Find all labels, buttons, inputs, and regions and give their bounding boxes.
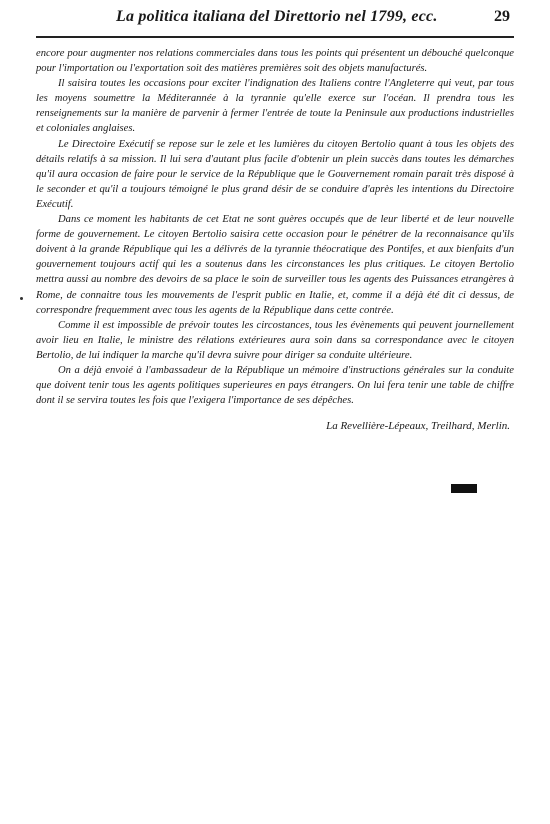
page-number: 29 bbox=[494, 8, 510, 25]
paragraph-6: On a déjà envoié à l'ambassadeur de la République un mémoire d'instructions générales sur la conduite que doivent tenir tous les agents politiques superieures en pays étrangers. On lui fera tenir une table de chiffre dont il se servira toutes les fois que l'exigera l'importance de ses dépêches. bbox=[36, 364, 514, 407]
ink-blot-mark bbox=[451, 484, 477, 493]
running-header bbox=[36, 8, 514, 34]
paragraph-5: Comme il est impossible de prévoir toutes les circostances, tous les évènements qui peuvent journellement avoir lieu en Italie, le ministre des rélations extérieures aura soin dans sa correspondance avec le citoyen Bertolio, de lui indiquer la marche qu'il devra suivre pour diriger sa conduite ultérieure. bbox=[36, 319, 514, 361]
signatories: La Revellière-Lépeaux, Treilhard, Merlin. bbox=[326, 420, 510, 433]
header-title: La politica italiana del Direttorio nel 1799, ecc. bbox=[116, 8, 438, 25]
body-text bbox=[36, 46, 514, 408]
header-rule bbox=[36, 36, 514, 38]
document-page bbox=[36, 8, 514, 432]
paragraph-2: Il saisira toutes les occasions pour exciter l'indignation des Italiens contre l'Angleterre qui veut, par tous les moyens soumettre la Méditerannée à la tyrannie qu'elle exerce sur l'océan. Il prendra tous les renseignements sur la manière de parvenir à fermer l'entrée de toute la Peninsule aux productions industrielles et coloniales anglaises. bbox=[36, 78, 514, 135]
margin-mark bbox=[20, 297, 23, 300]
paragraph-4: Dans ce moment les habitants de cet Etat ne sont guères occupés que de leur liberté et de leur nouvelle forme de gouvernement. Le citoyen Bertolio saisira cette occasion pour le pénétrer de la reconnaisance qu'ils doivent à la grande République qui les a délivrés de la tyrannie théocratique des Pontifes, et aux bienfaits d'un gouvernement toujours actif qui les a soutenus dans les circonstances les plus critiques. Le citoyen Bertolio mettra aussi au nombre des devoirs de sa place le soin de surveiller tous les agents des Puissances etrangères à Rome, de connaitre tous les mouvements de l'esprit public en Italie, et, comme il a déjà été dit ci dessus, de correspondre frequemment avec tous les agents de la République dans cette contrée. bbox=[36, 214, 514, 316]
paragraph-3: Le Directoire Exécutif se repose sur le zele et les lumières du citoyen Bertolio quant à tous les objets des détails relatifs à sa mission. Il lui sera d'autant plus facile d'obtenir un plein succès dans toutes les démarches qu'il aura occasion de faire pour le service de la République que le Gouvernement romain parait très disposé à le seconder et qu'il a toujours témoigné le plus grand désir de se conduire d'après les intentions du Directoire Exécutif. bbox=[36, 138, 514, 210]
paragraph-1: encore pour augmenter nos relations commerciales dans tous les points qui présentent un débouché quelconque pour l'importation ou l'exportation soit des matières premières soit des objets manufacturés. bbox=[36, 48, 514, 75]
